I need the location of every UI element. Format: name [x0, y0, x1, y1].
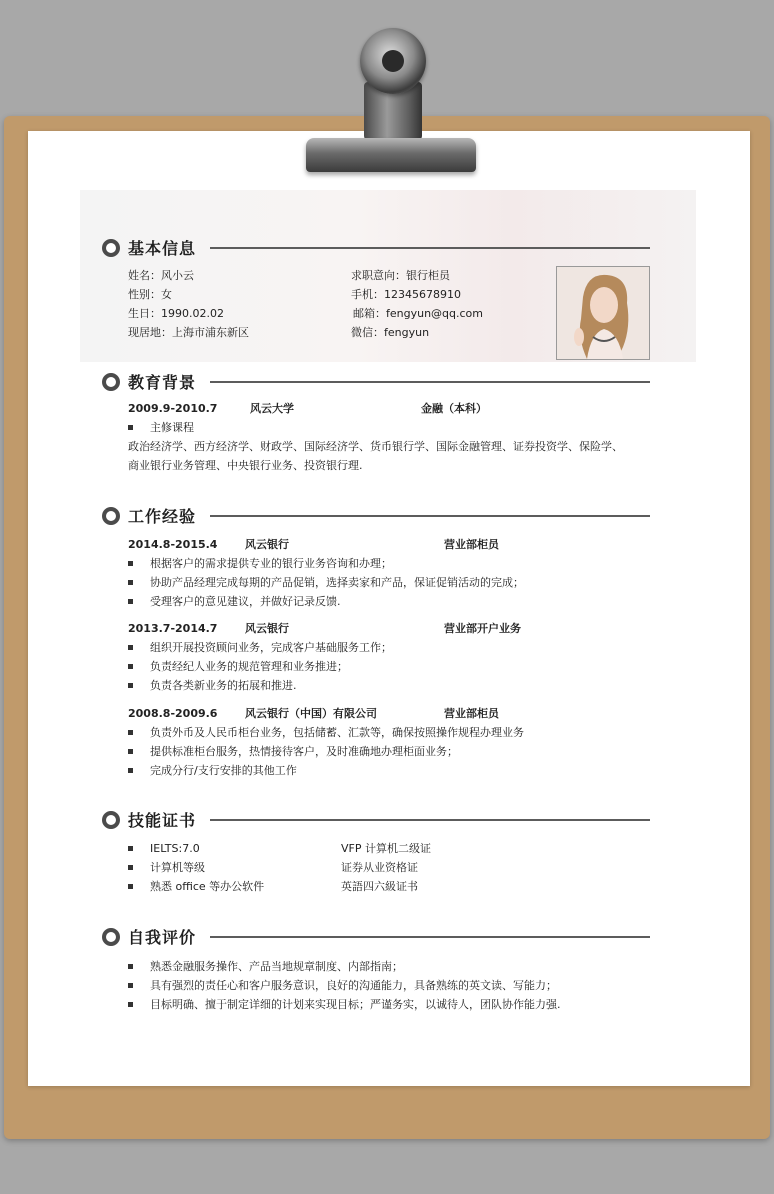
divider	[210, 936, 650, 938]
profile-photo	[556, 266, 650, 360]
ring-icon	[102, 928, 120, 946]
divider	[210, 247, 650, 249]
job-position: 营业部柜员	[444, 538, 499, 551]
job-period: 2014.8-2015.4	[128, 538, 218, 551]
address-field: 现居地：上海市浦东新区	[128, 326, 249, 339]
skill-item: 英語四六級证书	[341, 880, 418, 893]
job-company: 风云银行（中国）有限公司	[245, 707, 377, 720]
ring-icon	[102, 811, 120, 829]
divider	[210, 515, 650, 517]
edu-major: 金融（本科）	[421, 402, 487, 415]
section-title-self: 自我评价	[128, 928, 197, 947]
skill-item: VFP 计算机二级证	[341, 842, 431, 855]
ring-icon	[102, 507, 120, 525]
job-period: 2008.8-2009.6	[128, 707, 218, 720]
section-skills	[102, 808, 650, 832]
divider	[210, 819, 650, 821]
section-title-basic: 基本信息	[128, 239, 197, 258]
section-title-work: 工作经验	[128, 507, 197, 526]
intent-field: 求职意向：银行柜员	[351, 269, 450, 282]
edu-courses-line2: 商业银行业务管理、中央银行业务、投资银行理.	[128, 459, 363, 472]
clip-base	[306, 138, 476, 172]
ring-icon	[102, 239, 120, 257]
job-period: 2013.7-2014.7	[128, 622, 218, 635]
section-education	[102, 370, 650, 394]
gender-field: 性别：女	[128, 288, 172, 301]
job-position: 营业部柜员	[444, 707, 499, 720]
skill-item: 证券从业资格证	[341, 861, 418, 874]
clip-ring	[360, 28, 426, 94]
edu-courses-line1: 政治经济学、西方经济学、财政学、国际经济学、货币银行学、国际金融管理、证券投资学、保险学、	[128, 440, 623, 453]
edu-school: 风云大学	[250, 402, 294, 415]
section-work	[102, 504, 650, 528]
wechat-field: 微信：fengyun	[351, 326, 430, 339]
divider	[210, 381, 650, 383]
ring-icon	[102, 373, 120, 391]
edu-period: 2009.9-2010.7	[128, 402, 218, 415]
job-company: 风云银行	[245, 538, 289, 551]
section-title-education: 教育背景	[128, 373, 197, 392]
name-field: 姓名：风小云	[128, 269, 194, 282]
section-basic-info	[102, 236, 650, 260]
job-company: 风云银行	[245, 622, 289, 635]
section-self-evaluation	[102, 925, 650, 949]
section-title-skills: 技能证书	[128, 811, 197, 830]
birth-field: 生日：1990.02.02	[128, 307, 224, 320]
phone-field: 手机：12345678910	[351, 288, 461, 301]
email-field: 邮箱：fengyun@qq.com	[353, 307, 484, 320]
job-position: 营业部开户业务	[444, 622, 521, 635]
